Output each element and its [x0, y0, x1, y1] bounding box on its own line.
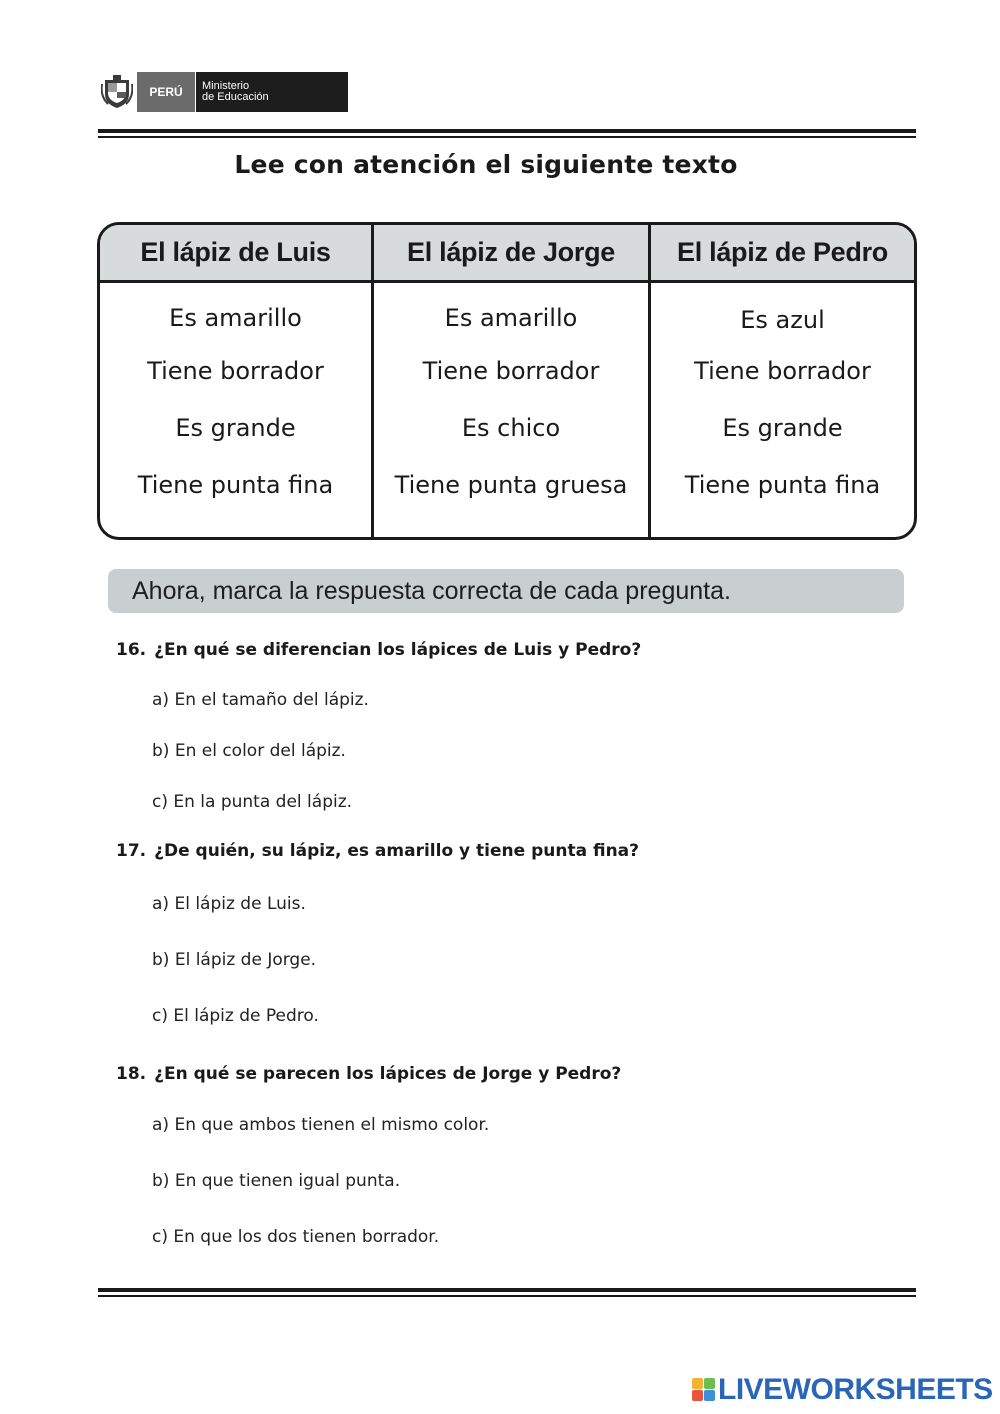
ministry-logo [98, 72, 348, 112]
question-number: 16. [116, 640, 147, 660]
table-column-pedro [648, 225, 914, 537]
answer-option[interactable]: b) El lápiz de Jorge. [152, 950, 317, 970]
table-cell: Tiene borrador [147, 357, 324, 385]
answer-option[interactable]: c) En que los dos tienen borrador. [152, 1227, 440, 1247]
top-divider-thin [98, 136, 916, 138]
table-header-jorge: El lápiz de Jorge [374, 225, 648, 283]
table-cell: Es chico [461, 414, 561, 442]
answer-option[interactable]: b) En que tienen igual punta. [152, 1171, 401, 1191]
table-cell: Es amarillo [169, 304, 302, 332]
table-cell: Es amarillo [444, 304, 578, 332]
table-cell: Es azul [740, 306, 825, 334]
table-cell: Es grande [722, 414, 843, 442]
pencil-comparison-table [97, 222, 917, 540]
liveworksheets-wordmark: LIVEWORKSHEETS [718, 1373, 993, 1406]
answer-option[interactable]: c) En la punta del lápiz. [152, 792, 353, 812]
table-cell: Es grande [175, 414, 296, 442]
table-cell: Tiene punta gruesa [394, 471, 628, 499]
question-number: 17. [116, 841, 147, 861]
question-number: 18. [116, 1064, 147, 1084]
page-title: Lee con atención el siguiente texto [234, 150, 738, 179]
question-18 [116, 1064, 621, 1084]
answer-option[interactable]: a) En que ambos tienen el mismo color. [152, 1115, 490, 1135]
question-text: ¿De quién, su lápiz, es amarillo y tiene punta fina? [154, 841, 640, 861]
coat-of-arms-icon [98, 72, 136, 112]
table-column-luis [100, 225, 371, 537]
question-text: ¿En qué se parecen los lápices de Jorge y Pedro? [154, 1064, 622, 1084]
table-cell: Tiene borrador [694, 357, 871, 385]
instruction-banner: Ahora, marca la respuesta correcta de cada pregunta. [108, 569, 904, 613]
question-text: ¿En qué se diferencian los lápices de Luis y Pedro? [154, 640, 642, 660]
top-divider-thick [98, 129, 916, 133]
table-cell: Tiene borrador [422, 357, 600, 385]
table-header-pedro: El lápiz de Pedro [651, 225, 914, 283]
liveworksheets-brand [692, 1373, 993, 1406]
answer-option[interactable]: a) El lápiz de Luis. [152, 894, 306, 914]
bottom-divider-thick [98, 1288, 916, 1292]
liveworksheets-logo-icon [692, 1378, 716, 1402]
answer-option[interactable]: b) En el color del lápiz. [152, 741, 346, 761]
ministry-label [196, 72, 348, 112]
answer-option[interactable]: a) En el tamaño del lápiz. [152, 690, 369, 710]
question-16 [116, 640, 641, 660]
question-17 [116, 841, 639, 861]
table-header-luis: El lápiz de Luis [100, 225, 371, 283]
table-column-jorge [371, 225, 648, 537]
answer-option[interactable]: c) El lápiz de Pedro. [152, 1006, 319, 1026]
ministry-line-2: de Educación [202, 91, 269, 103]
table-cell: Tiene punta fina [137, 471, 334, 499]
ministry-line-1: Ministerio [202, 80, 250, 92]
country-label: PERÚ [137, 72, 195, 112]
bottom-divider-thin [98, 1295, 916, 1297]
table-cell: Tiene punta fina [684, 471, 881, 499]
